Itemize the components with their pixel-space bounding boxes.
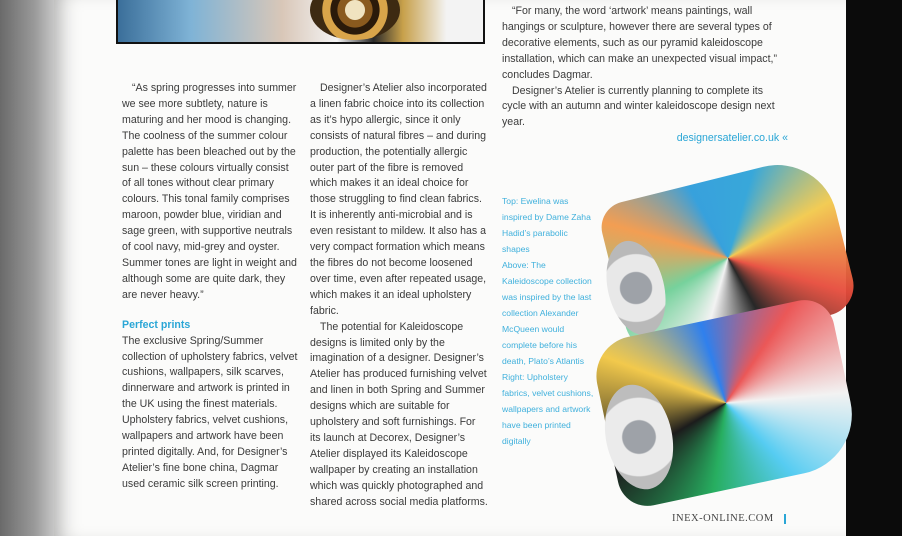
caption-top: Top: Ewelina was inspired by Dame Zaha Hadid’s parabolic shapes <box>502 196 591 254</box>
column-1 <box>122 81 298 493</box>
left-background <box>0 0 58 536</box>
kaleidoscope-artwork-image <box>310 0 400 40</box>
top-photo <box>116 0 485 44</box>
wallpaper-rolls-image <box>598 170 848 500</box>
website-link[interactable]: designersatelier.co.uk « <box>676 132 788 145</box>
footer-site-name: INEX-ONLINE.COM <box>672 513 774 524</box>
caption-above: Above: The Kaleidoscope collection was inspired by the last collection Alexander McQueen would complete before his death, Plato’s Atlantis <box>502 260 592 366</box>
column-1-paragraph-2: The exclusive Spring/Summer collection of upholstery fabrics, velvet cushions, wallpapers, silk scarves, dinnerware and artwork is printed in the UK using the finest materials. Upholstery fabrics, velvet cushions, wallpapers and artwork have been printed digitally. And, for Designer’s Atelier’s fine bone china, Dagmar used ceramic silk screen printing. <box>122 334 298 490</box>
column-3 <box>502 4 788 147</box>
column-2 <box>310 81 488 510</box>
magazine-page <box>54 0 846 536</box>
column-1-paragraph-1: “As spring progresses into summer we see more subtlety, nature is maturing and her mood is changing. The coolness of the summer colour palette has been bleached out by the sun – these colours virtually consist of all tones without clear primary colours. This tonal family comprises maroon, powder blue, viridian and sage green, with supportive neutrals of cool navy, mid-grey and oyster. Summer tones are light in weight and although some are quite dark, they are never heavy.” <box>122 82 297 301</box>
column-2-paragraph-1: Designer’s Atelier also incorporated a linen fabric choice into its collection as it’s hypo allergic, since it only consists of natural fibres – and during production, the potentially allergic outer part of the fibre is removed which makes it an ideal choice for those struggling to find clean fabrics. It is inherently anti-microbial and is even resistant to mildew. It also has a very compact formation which means the fibres do not become loosened over time, even after repeated usage, which makes it an ideal upholstery fabric. <box>310 82 487 317</box>
column-3-paragraph-2: Designer’s Atelier is currently planning to complete its cycle with an autumn and winter kaleidoscope design next year. <box>502 84 775 129</box>
column-2-paragraph-2: The potential for Kaleidoscope designs is limited only by the imagination of a designer. Designer’s Atelier has produced furnishing velvet and linen in both Spring and Summer designs which are suitable for upholstery and soft furnishings. For its launch at Decorex, Designer’s Atelier displayed its Kaleidoscope wallpaper by creating an installation which was quickly photographed and shared across social media platforms. <box>310 320 488 508</box>
photo-captions <box>502 193 594 449</box>
column-3-paragraph-1: “For many, the word ‘artwork’ means paintings, wall hangings or sculpture, however there are several types of decorative elements, such as our pyramid kaleidoscope installation, which can make an unexpected visual impact,” concludes Dagmar. <box>502 5 777 81</box>
page-footer <box>672 513 786 524</box>
right-background <box>846 0 902 536</box>
caption-right: Right: Upholstery fabrics, velvet cushions, wallpapers and artwork have been printed digitally <box>502 372 594 446</box>
section-heading-perfect-prints: Perfect prints <box>122 318 191 331</box>
footer-accent-bar <box>784 514 786 524</box>
